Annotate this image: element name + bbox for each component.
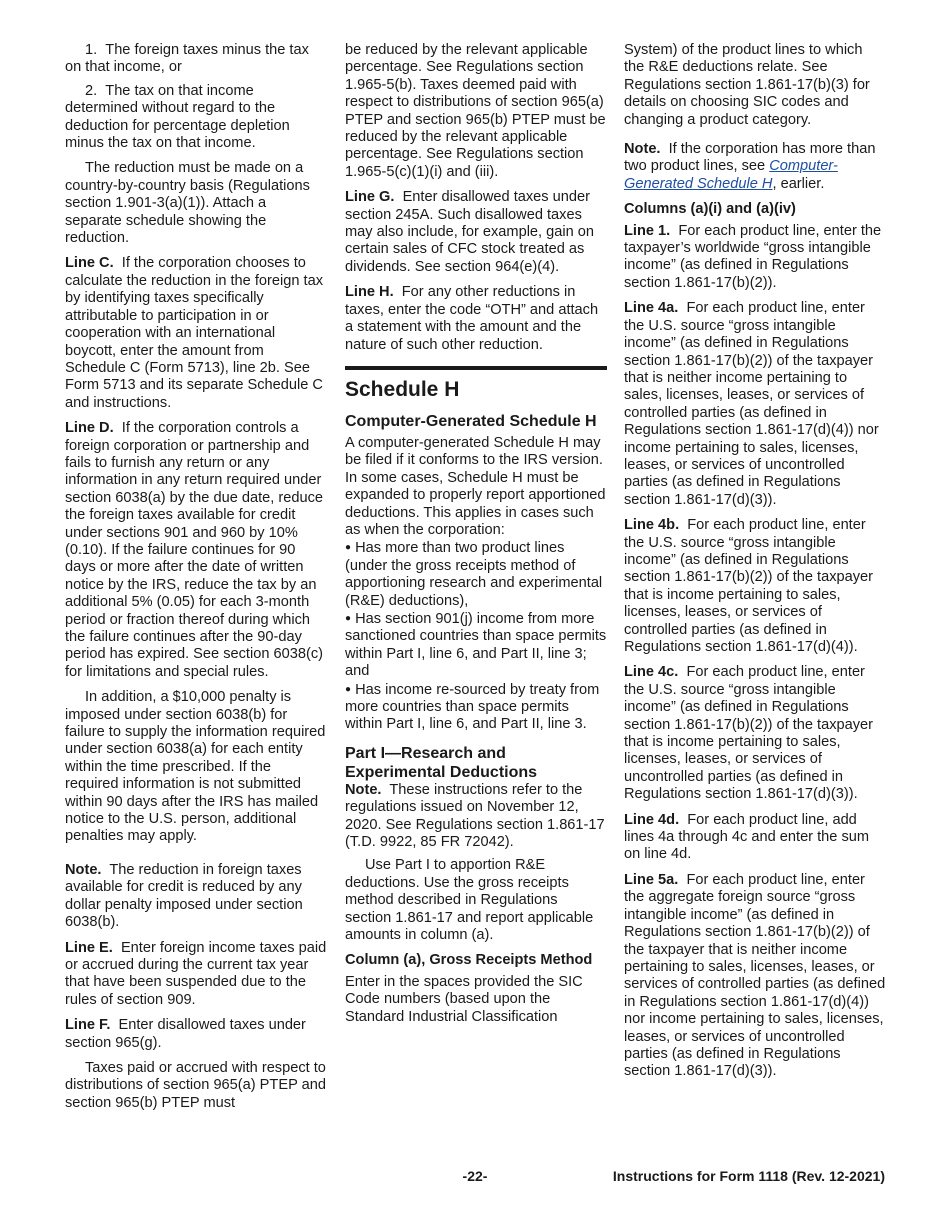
column-right (624, 42, 886, 1089)
bullet-text: Has more than two product lines (under the gross receipts method of apportioning research and experimental (R&E) deductions), (345, 540, 603, 609)
line-d-paragraph (65, 420, 327, 681)
line-4c-label: Line 4c. (624, 664, 679, 681)
line-5a-paragraph (624, 872, 886, 1081)
computer-generated-text: A computer-generated Schedule H may be filed if it conforms to the IRS version. In some cases, Schedule H must be expanded to properly report apportioned deductions. This applies in cases such as when the corporation: (345, 434, 606, 538)
line-d-text: If the corporation controls a foreign corporation or partnership and fails to furnish any return or any information in any return required under section 6038(a) by the due date, reduce the foreign taxes available for credit under sections 901 and 960 by 10% (0.10). If the failure continues for 90 days or more after the date of written notice by the IRS, reduce the tax by an additional 5% (0.05) for each 3-month period or fraction thereof during which the failure continues after the 90-day period has expired. See section 6038(c) for limitations and special rules. (65, 420, 323, 680)
line-4c-paragraph (624, 664, 886, 803)
note-text: The reduction in foreign taxes available for credit is reduced by any dollar penalty imposed under section 6038(b). (65, 861, 303, 931)
line-c-label: Line C. (65, 255, 114, 272)
line-e-paragraph (65, 940, 327, 1010)
line-4d-text: For each product line, add lines 4a through 4c and enter the sum on line 4d. (624, 811, 870, 863)
line-1-text: For each product line, enter the taxpayer’s worldwide “gross intangible income” (as defined in Regulations section 1.861-17(b)(2)). (624, 222, 882, 291)
computer-generated-heading: Computer-Generated Schedule H (345, 412, 597, 430)
columns-heading: Columns (a)(i) and (a)(iv) (624, 201, 796, 218)
line-5a-text: For each product line, enter the aggregate foreign source “gross intangible income” (as defined in Regulations section 1.861-17(b)(2)) of the taxpayer that is neither income pertaining to sales, licenses, leases, or services of controlled parties (as defined in Regulations section 1.861-17(d)(4)) nor income pertaining to sales, licenses, leases, or services of uncontrolled parties (as defined in Regulations section 1.861-17(d)(3)). (624, 871, 886, 1080)
line-h-paragraph (345, 284, 607, 354)
line-5a-label: Line 5a. (624, 871, 679, 888)
list-item-2: 2. The tax on that income determined without regard to the deduction for percentage depletion minus the tax on that income. (65, 82, 290, 152)
line-f-paragraph (65, 1017, 327, 1052)
line-4b-paragraph (624, 517, 886, 656)
line-e-label: Line E. (65, 939, 113, 956)
continued-paragraph: be reduced by the relevant applicable percentage. See Regulations section 1.965-5(b). Taxes deemed paid with respect to distributions of section 965(a) PTEP and section 965(b) PTEP must be reduced by the relevant applicable percentage. See Regulations section 1.965-5(c)(1)(i) and (iii). (345, 42, 606, 180)
schedule-h-heading: Schedule H (345, 366, 607, 402)
bullet-item (345, 610, 607, 681)
line-f-label: Line F. (65, 1017, 111, 1034)
reduction-paragraph: The reduction must be made on a country-by-country basis (Regulations section 1.901-3(a)(1)). Attach a separate schedule showing the reduction. (65, 160, 310, 247)
note-paragraph (624, 141, 886, 193)
list-item-1: 1. The foreign taxes minus the tax on that income, or (65, 42, 309, 76)
bullet-text: Has section 901(j) income from more sanctioned countries than space permits within Part I, line 6, and Part II, line 3; and (345, 610, 607, 680)
page-footer (0, 1168, 950, 1188)
part-1-use-paragraph: Use Part I to apportion R&E deductions. Use the gross receipts method described in Regulations section 1.861-17 and report applicable amounts in column (a). (345, 857, 594, 944)
continued-paragraph: System) of the product lines to which the R&E deductions relate. See Regulations section 1.861-17(b)(3) for details on choosing SIC codes and changing a product category. (624, 42, 870, 128)
bullet-icon: ● (345, 542, 352, 554)
part-1-note-text: These instructions refer to the regulations issued on November 12, 2020. See Regulations section 1.861-17 (T.D. 9922, 85 FR 72042). (345, 781, 605, 851)
line-c-text: If the corporation chooses to calculate the reduction in the foreign tax by identifying taxes specifically attributable to participation in or cooperation with an international boycott, enter the amount from Schedule C (Form 5713), line 2b. See Form 5713 and its separate Schedule C and instructions. (65, 255, 323, 411)
page-number: -22- (462, 1168, 488, 1184)
note-label: Note. (65, 861, 102, 878)
line-4c-text: For each product line, enter the U.S. source “gross intangible income” (as defined in Regulations section 1.861-17(b)(2)) of the taxpayer that is income pertaining to sales, licenses, leases, or services of uncontrolled parties (as defined in Regulations section 1.861-17(d)(3)). (624, 664, 874, 803)
line-e-text: Enter foreign income taxes paid or accrued during the current tax year that have been suspended due to the rules of section 909. (65, 939, 327, 1008)
line-1-label: Line 1. (624, 222, 671, 239)
line-4d-label: Line 4d. (624, 811, 680, 828)
part-1-note-paragraph (345, 782, 607, 852)
line-f-text: Enter disallowed taxes under section 965(g). (65, 1017, 306, 1051)
line-4a-paragraph (624, 300, 886, 509)
part-1-heading: Part I—Research and Experimental Deductions (345, 744, 538, 781)
line-1-paragraph (624, 223, 886, 293)
bullet-icon: ● (345, 683, 352, 695)
line-g-text: Enter disallowed taxes under section 245A. Such disallowed taxes may also include, for example, gain on certain sales of CFC stock treated as dividends. See section 964(e)(4). (345, 189, 595, 275)
note-text-after: , earlier. (772, 175, 825, 192)
column-a-heading: Column (a), Gross Receipts Method (345, 952, 593, 969)
form-title: Instructions for Form 1118 (Rev. 12-2021) (612, 1168, 885, 1184)
bullet-item (345, 681, 607, 734)
line-g-paragraph (345, 189, 607, 276)
line-4d-paragraph (624, 812, 886, 864)
bullet-item (345, 539, 607, 610)
line-4a-label: Line 4a. (624, 300, 679, 317)
column-middle (345, 42, 607, 1034)
line-h-label: Line H. (345, 284, 394, 301)
line-4b-text: For each product line, enter the U.S. source “gross intangible income” (as defined in Regulations section 1.861-17(b)(2)) of the taxpayer that is income pertaining to sales, licenses, leases, or services of controlled parties (as defined in Regulations section 1.861-17(d)(4)). (624, 517, 874, 655)
taxes-paragraph: Taxes paid or accrued with respect to distributions of section 965(a) PTEP and section 965(b) PTEP must (65, 1059, 326, 1111)
note-label: Note. (624, 141, 661, 158)
line-4b-label: Line 4b. (624, 517, 680, 534)
part-1-note-label: Note. (345, 781, 382, 798)
column-left (65, 42, 327, 1120)
line-c-paragraph (65, 255, 327, 412)
computer-generated-link[interactable]: Computer-Generated Schedule H (624, 158, 838, 192)
line-d-label: Line D. (65, 420, 114, 437)
penalty-paragraph: In addition, a $10,000 penalty is imposed under section 6038(b) for failure to supply the information required under section 6038(a) for each entity within the time prescribed. If the required information is not submitted within 90 days after the IRS has mailed notice to the U.S. person, additional penalties may apply. (65, 689, 326, 845)
note-text-before: If the corporation has more than two product lines, see (624, 141, 876, 175)
line-4a-text: For each product line, enter the U.S. source “gross intangible income” (as defined in Regulations section 1.861-17(b)(2)) of the taxpayer that is neither income pertaining to sales, licenses, leases, or services of controlled parties (as defined in Regulations section 1.861-17(d)(4)) nor income pertaining to sales, licenses, leases, or services of uncontrolled parties (as defined in Regulations section 1.861-17(d)(3)). (624, 300, 879, 508)
bullet-icon: ● (345, 612, 352, 624)
bullet-text: Has income re-sourced by treaty from more countries than space permits within Part I, line 6, and Part II, line 3. (345, 681, 600, 733)
note-paragraph (65, 862, 327, 932)
column-a-text: Enter in the spaces provided the SIC Code numbers (based upon the Standard Industrial Classification (345, 973, 583, 1025)
line-g-label: Line G. (345, 189, 395, 206)
line-h-text: For any other reductions in taxes, enter the code “OTH” and attach a statement with the amount and the nature of such other reduction. (345, 284, 599, 353)
